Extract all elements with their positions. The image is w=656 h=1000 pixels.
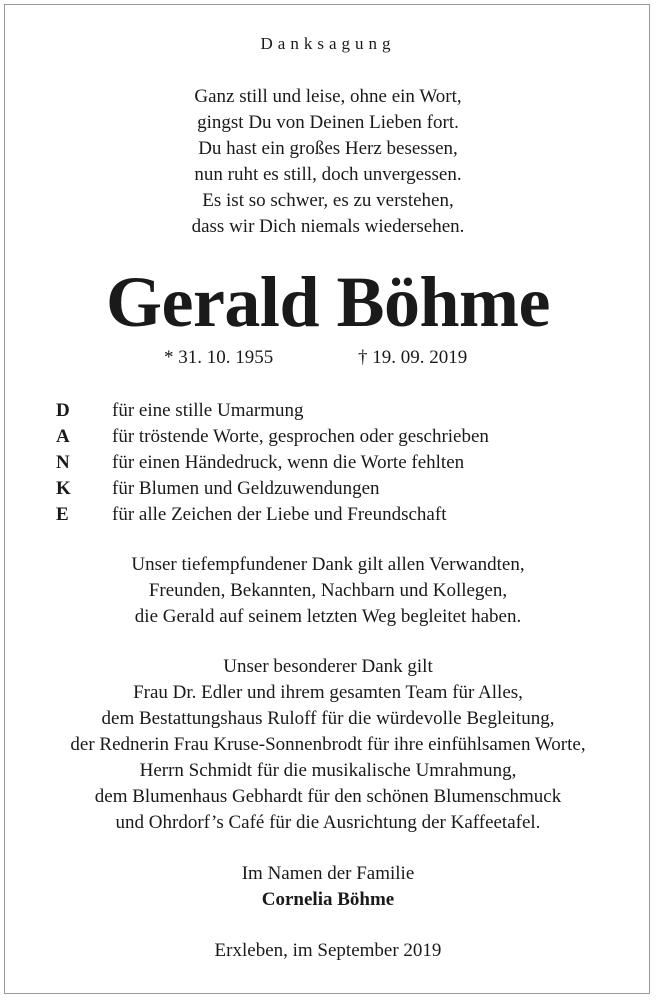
danke-row: [56, 398, 616, 424]
birth-date: * 31. 10. 1955: [164, 347, 274, 368]
poem-line: gingst Du von Deinen Lieben fort.: [197, 112, 459, 133]
poem-line: Ganz still und leise, ohne ein Wort,: [194, 86, 462, 107]
danke-letter: D: [56, 400, 70, 421]
danke-row: [56, 424, 616, 450]
place-date: Erxleben, im September 2019: [214, 940, 442, 961]
thanks-line: Unser besonderer Dank gilt: [223, 656, 433, 677]
poem-line: dass wir Dich niemals wiedersehen.: [191, 216, 465, 237]
notice-heading: Danksagung: [260, 34, 396, 53]
poem: [0, 84, 656, 240]
thanks-line: Unser tiefempfundener Dank gilt allen Verwandten,: [131, 554, 525, 575]
death-date: † 19. 09. 2019: [358, 347, 468, 368]
danke-text: für eine stille Umarmung: [112, 400, 304, 421]
family-signature: [0, 861, 656, 913]
poem-line: Du hast ein großes Herz besessen,: [198, 138, 458, 159]
danke-letter: E: [56, 504, 69, 525]
thanks-line: die Gerald auf seinem letzten Weg begleitet haben.: [134, 606, 522, 627]
danke-row: [56, 476, 616, 502]
danke-text: für alle Zeichen der Liebe und Freundschaft: [112, 504, 447, 525]
danke-text: für tröstende Worte, gesprochen oder geschrieben: [112, 426, 489, 447]
danke-acrostic: [56, 398, 616, 528]
danke-row: [56, 502, 616, 528]
danke-letter: N: [56, 452, 70, 473]
family-line: Im Namen der Familie: [241, 863, 415, 884]
thanks-line: Frau Dr. Edler und ihrem gesamten Team für Alles,: [133, 682, 523, 703]
deceased-name: Gerald Böhme: [106, 262, 550, 342]
signer-name: Cornelia Böhme: [261, 889, 395, 910]
special-thanks: [0, 654, 656, 836]
poem-line: Es ist so schwer, es zu verstehen,: [202, 190, 454, 211]
danke-letter: K: [56, 478, 71, 499]
poem-line: nun ruht es still, doch unvergessen.: [194, 164, 462, 185]
thanks-line: Freunden, Bekannten, Nachbarn und Kollegen,: [148, 580, 508, 601]
thanks-line: Herrn Schmidt für die musikalische Umrahmung,: [139, 760, 517, 781]
thanks-line: dem Blumenhaus Gebhardt für den schönen Blumenschmuck: [94, 786, 562, 807]
thanks-line: der Rednerin Frau Kruse-Sonnenbrodt für ihre einfühlsamen Worte,: [70, 734, 586, 755]
danke-row: [56, 450, 616, 476]
danke-letter: A: [56, 426, 70, 447]
danke-text: für Blumen und Geldzuwendungen: [112, 478, 380, 499]
danke-text: für einen Händedruck, wenn die Worte fehlten: [112, 452, 465, 473]
general-thanks: [0, 552, 656, 630]
thanks-line: dem Bestattungshaus Ruloff für die würdevolle Begleitung,: [101, 708, 555, 729]
thanks-line: und Ohrdorf’s Café für die Ausrichtung der Kaffeetafel.: [115, 812, 541, 833]
